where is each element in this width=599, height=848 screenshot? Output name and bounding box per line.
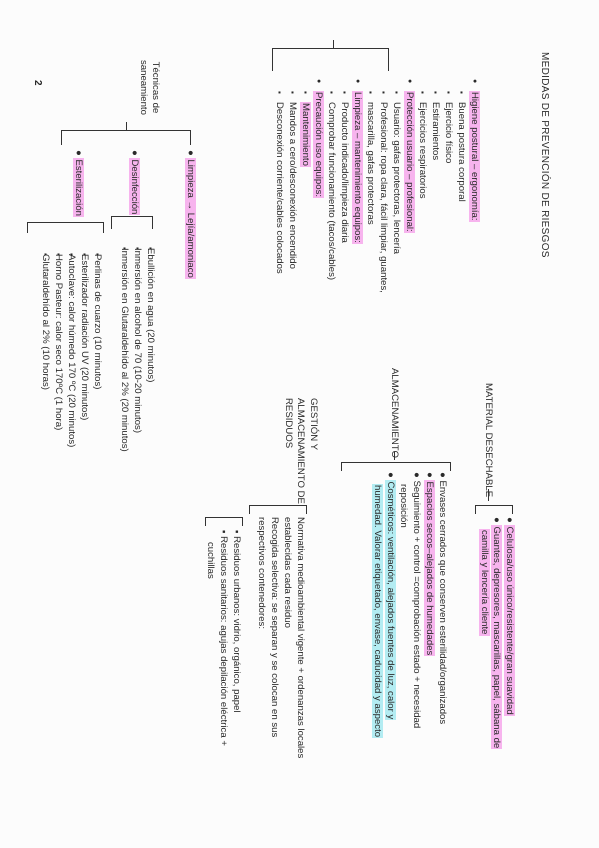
material-text-2: Guantes, depresores, mascarillas, papel, sábana de [491,526,503,749]
almacenamiento-label: ALMACENAMIENTO [389,368,400,458]
residuos-line-1: Normativa medioambiental vigente + ordenanzas locales [295,517,306,759]
list-item: ▪ Inmersión en Glutaraldehído al 2% (20 minutos) [118,234,131,452]
list-item: ▪ Perlinas de cuarzo (10 minutos) [91,240,104,447]
list-item [364,78,377,293]
list-item: ▪ Glutaraldehído al 2% (10 horas) [39,240,52,447]
bracket-material [475,505,513,514]
material-block [478,517,516,749]
residuos-sub-2b [204,530,217,746]
esterilizacion-list [39,240,104,447]
list-item [312,78,325,293]
precaucion-item: Mantenimiento [300,103,311,166]
limpieza-equipos-heading: Limpieza – mantenimiento equipos: [352,92,363,243]
list-item [468,78,481,293]
residuos-label [282,398,320,504]
material-desechable-label: MATERIAL DESECHABLE [483,383,494,498]
precaucion-heading: Precaución uso equipos: [313,92,324,198]
limpieza-line: ● Limpieza → Lejía/amoniaco [185,150,196,278]
list-item: ▪ Comprobar funcionamiento (tacos/cables) [325,78,338,293]
almacenamiento-line-2: ● Espacios secos–alejados de humedades [424,472,435,656]
page-title: MEDIDAS DE PREVENCIÓN DE RIESGOS [539,52,550,258]
material-line-1: ● Celulosa/uso único/resistente/gran suavidad [504,517,515,715]
residuos-sub-text-2: Residuos sanitarios: agujas depilación eléctrica + [218,536,229,746]
list-item: ▪ Desconexión corriente/cables colocados [273,78,286,293]
saneamiento-label-1: Técnicas de [150,61,161,114]
list-item: ▪ Estiramientos [429,78,442,293]
material-text-1: Celulosa/uso único/resistente/gran suavidad [504,526,515,715]
arrow-line [394,452,395,460]
list-item: ▪ Autoclave: calor húmedo 170 ºC (20 minutos) [65,240,78,447]
residuos-sub-text-1: Residuos urbanos: vidrio, orgánico, papel [231,536,242,713]
bracket-residuos-sub [205,517,243,526]
almacenamiento-line-3: ● Seguimiento + control =comprobación estado + necesidad [411,472,422,729]
list-item [299,78,312,293]
residuos-line-4: respectivos contenedores: [256,517,267,629]
proteccion-cont: mascarilla, gafas protectoras [365,102,376,225]
list-item [351,78,364,293]
esterilizacion-line: ● Esterilización [73,150,84,216]
left-column [273,78,481,293]
list-item: ▪ Esterilizador radiación UV (20 minutos) [78,240,91,447]
saneamiento-label [137,60,161,115]
list-item: ▪ Ejercicio físico [442,78,455,293]
list-item: ▪ Producto indicado/limpieza diaria [338,78,351,293]
almacenamiento-line-3b [397,472,410,738]
list-item: ▪ Ejercicios respiratorios [416,78,429,293]
list-item: ▪ Horno Pasteur: calor seco 170ºC (1 hora) [52,240,65,447]
list-item: ▪ Usuario: gafas protectoras, lencería [390,78,403,293]
residuos-sub-1: ▪ Residuos urbanos: vidrio, orgánico, papel [231,530,242,713]
material-line-2: ● Guantes, depresores, mascarillas, papel, sábana de [491,517,503,749]
almacenamiento-text-2: Espacios secos–alejados de humedades [424,481,435,656]
almacenamiento-text-3b: reposición [398,484,409,528]
residuos-label-1: GESTIÓN Y [308,398,319,451]
material-text-3: camilla y lencería cliente [479,530,490,635]
bracket-esterilizacion [27,222,104,233]
residuos-label-2: ALMACENAMIENTO DE [295,398,307,504]
almacenamiento-block [371,472,449,738]
list-item: ▪ Mandos a cero/desconexión encendido [286,78,299,293]
bracket-residuos [249,505,307,514]
residuos-sub-block [204,530,243,746]
almacenamiento-text-4: Cosméticos: ventilación, alejados fuentes de luz, calor y [385,481,396,720]
ergonomia-heading: Higiene postural – ergonomía: [469,92,480,221]
desinfeccion-line: ● Desinfección [129,150,140,215]
arrow-line [488,489,489,501]
residuos-label-3: RESIDUOS [283,398,294,449]
list-item: ▪ Buena postura corporal [455,78,468,293]
list-item: ▪ Ebullición en agua (20 minutos) [144,234,157,452]
almacenamiento-line-1: ● Envases cerrados que conserven esterilidad/organizados [437,472,448,725]
almacenamiento-text-4b: humedad. Valorar etiquetado, envase, caducidad y aspecto [372,485,383,738]
desinfeccion-heading: Desinfección [129,159,140,215]
bracket-main [272,48,389,71]
saneamiento-label-2: saneamiento [138,60,149,115]
page-number: 2 [32,80,43,86]
residuos-sub-text-2b: cuchillas [205,542,216,579]
residuos-block [255,517,307,758]
list-item [403,78,416,293]
almacenamiento-text-1: Envases cerrados que conserven esterilidad/organizados [437,480,448,725]
limpieza-text: Limpieza → Lejía/amoniaco [185,159,196,278]
material-line-3 [478,517,491,749]
residuos-line-3: Recogida selectiva: se separan y se colocan en sus [269,517,280,738]
almacenamiento-line-4b [371,472,384,738]
esterilizacion-heading: Esterilización [73,159,84,216]
list-item: ▪ Profesional: ropa clara, fácil limpiar, guantes, [377,78,390,293]
almacenamiento-text-3: Seguimiento + control =comprobación estado + necesidad [411,480,422,729]
bracket-saneamiento-tick [126,122,127,130]
residuos-sub-2: ▪ Residuos sanitarios: agujas depilación eléctrica + [218,530,229,746]
list-item: ▪ Inmersión en alcohol de 70 (10-20 minutos) [131,234,144,452]
residuos-line-2: establecidas cada residuo [282,517,293,628]
almacenamiento-line-4: ● Cosméticos: ventilación, alejados fuentes de luz, calor y [385,472,396,720]
desinfeccion-list [118,234,157,452]
bracket-almacenamiento [341,462,451,471]
proteccion-heading: Protección usuario – profesional: [404,92,415,232]
bracket-desinfeccion [111,216,153,229]
bracket-main-tick [333,40,334,48]
bracket-saneamiento [61,130,191,145]
